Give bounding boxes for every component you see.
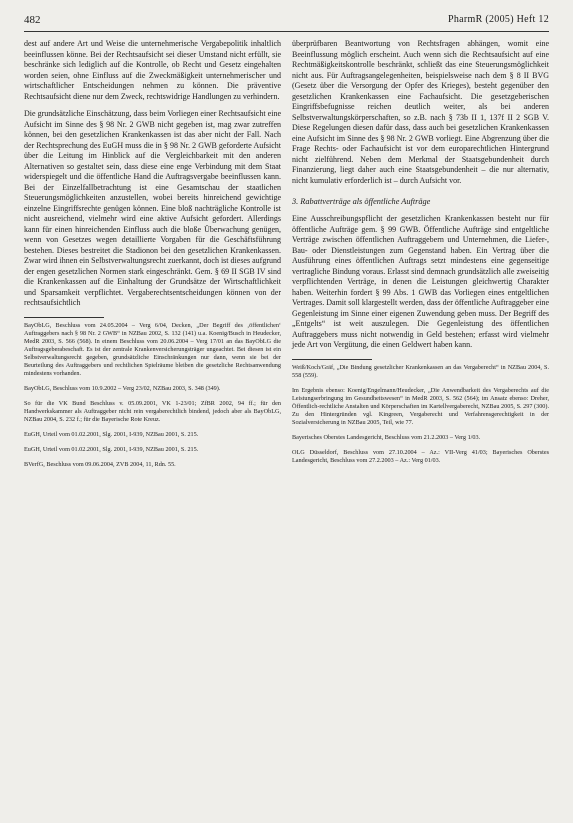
footnote: OLG Düsseldorf, Beschluss vom 27.10.2004 – Az.: VII-Verg 41/03; Bayerisches Oberstes Landesgericht, Beschluss vom 27.2.2003 – Az.: Verg 01/03. <box>292 448 549 464</box>
body-paragraph: Eine Ausschreibungspflicht der gesetzlichen Krankenkassen besteht nur für öffentliche Aufträge gem. § 99 GWB. Öffentliche Aufträge sind entgeltliche Verträge zwischen öffentlichen Auftraggebern und Unternehmen, die Liefer-, Bau- oder Dienstleistungen zum Gegenstand haben. Ein Vertrag über die Ausführung eines öffentlichen Auftrags setzt mindestens eine gegenseitige vertragliche Bindung voraus. Erlasst sind demnach grundsätzlich alle zweiseitig verpflichtenden Verträge, in denen die Leistungen gleichwertig Charakter haben. Weiterhin fordert § 99 Abs. 1 GWB das Vorliegen eines entgeltlichen Vertrages. Damit soll klargestellt werden, dass der öffentliche Auftraggeber eine Gegenleistung im Sinne einer eigenen Zuwendung geben muss. Der Begriff des „Entgelts“ ist weit auszulegen. Die Gegenleistung des öffentlichen Auftraggebers muss nicht notwendig in Geld bestehen; erfasst wird vielmehr jede Art von Vergütung, die einen Geldwert haben kann. <box>292 214 549 349</box>
footnote: BayObLG, Beschluss vom 10.9.2002 – Verg 23/02, NZBau 2003, S. 348 (349). <box>24 384 221 392</box>
footnote-rule <box>24 317 104 318</box>
page-number: 482 <box>24 14 41 26</box>
body-paragraph: Die grundsätzliche Einschätzung, dass beim Vorliegen einer Rechtsaufsicht eine Aufsicht im Sinne des § 98 Nr. 2 GWB nicht gegeben ist, mag zwar zutreffen können, bei den gesetzlichen Krankenkassen ist das aber nicht der Fall. Nach der Rechtsprechung des EuGH muss die in § 98 Nr. 2 GWB geforderte Aufsicht über die Leitung im Hinblick auf die Vergleichbarkeit mit den anderen Alternativen so gestaltet sein, dass diese eine enge Verbindung mit dem Staat widerspiegelt und die öffentliche Hand die Auftragsvergabe beeinflussen kann. Bei der Einzelfallbetrachtung ist eine Gesamtschau der staatlichen Steuerungsmöglichkeiten anzustellen, wobei bereits hinreichend gewichtige einzelne Eingriffsrechte genügen können. Eine bloß nachträgliche Kontrolle ist nicht ausreichend, vielmehr wird eine aktive Aufsicht gefordert. Allerdings kann für einen hinreichenden Einfluss auch die bloße Überwachung genügen, wenn von Gesetzes wegen detaillierte Vorgaben für die Geschäftsführung bestehen. Dieses bestreitet die Stadionon bei den gesetzlichen Krankenkassen. Zwar wird ihnen ein Selbstverwaltungsrecht zuerkannt, doch ist dieses aufgrund der engen gesetzlichen Normen stark eingeschränkt. Gem. § 69 II SGB IV sind die Krankenkassen auf die Einhaltung der Grundsätze der Wirtschaftlichkeit und Sparsamkeit verpflichtet. Vergaberechtsentscheidungen können von der rechtsaufsichtlich <box>24 109 281 307</box>
footnote: BayObLG, Beschluss vom 24.05.2004 – Verg 6/04, Decken, „Der Begriff des ‚öffentlichen‘ Auftraggebers nach § 98 Nr. 2 GWB“ in NZBau 2002, S. 132 (141) u.a. Koenig/Busch in Heudecker, MedR 2003, S. 566 (568). In einem Beschluss vom 20.06.2004 – Verg 17/01 an das BayObLG die Auftragsgeberabeschaft. Es ist der zentrale Krankenversicherungsträger ungeachtet. Bei diesen ist ein Selbstverwaltungsrecht gegeben, grundsätzliche Einschränkungen nur dann, wenn sie bei der Beurteilung des Auftraggebers und rechtlichen Spielräume bleiben die gesetzliche Rechtsanwendung mindestens vorhanden. <box>24 321 281 377</box>
journal-running-head: PharmR (2005) Heft 12 <box>447 14 549 25</box>
footnote-rule <box>292 359 372 360</box>
footnote: Weiß/Koch/Gräf, „Die Bindung gesetzlicher Krankenkassen an das Vergaberecht“ in NZBau 2004, S. 558 (559). <box>292 363 549 379</box>
footnote: BVerfG, Beschluss vom 09.06.2004, ZVB 2004, 11, Rdn. 55. <box>24 460 176 468</box>
header-rule <box>24 31 549 32</box>
footnote: Bayerisches Oberstes Landesgericht, Beschluss vom 21.2.2003 – Verg 1/03. <box>292 433 481 441</box>
body-paragraph: dest auf andere Art und Weise die unternehmerische Vergabepolitik inhaltlich beeinflussen könne. Bei der Rechtsaufsicht sei dieser Umstand nicht erfüllt, sie beschränke sich lediglich auf die Kontrolle, ob Recht und Gesetz eingehalten worden seien, ohne Einfluss auf die Zweckmäßigkeit unternehmerischer und wirtschaftlicher Entscheidungen nehmen zu können. Die präventive Rechtsaufsicht diene nur dem Zweck, rechtswidrige Handlungen zu verhindern. <box>24 39 281 101</box>
footnote: So für die VK Bund Beschluss v. 05.09.2001, VK 1-23/01; ZfBR 2002, 94 ff.; für den Handwerkskammer als Auftraggeber nicht rein vergaberechtlich bindend, jedoch aber als BayObLG, NZBau 2004, S. 232 f.; für die Bayerische Rote Kreuz. <box>24 399 281 423</box>
page-header <box>24 12 549 28</box>
footnote: EuGH, Urteil vom 01.02.2001, Slg. 2001, I-939, NZBau 2001, S. 215. <box>24 430 199 438</box>
section-heading: 3. Rabattverträge als öffentliche Aufträge <box>292 197 431 206</box>
body-paragraph: überprüfbaren Beantwortung von Rechtsfragen abhängen, womit eine Beeinflussung möglich erscheint. Auch wenn sich die Rechtsaufsicht auf eine Rechtmäßigkeitskontrolle beschränkt, schließt das eine Steuerungsmöglichkeit nicht aus. Für Auftragsangelegenheiten, beispielsweise nach dem § 8 II BVG (Gesetz über die Versorgung der Opfer des Krieges), besteht gegenüber den gesetzlichen Krankenkassen eine Fachaufsicht. Die gesetzgeberischen Eingriffsbefugnisse reichen deutlich weiter, als bei anderen Selbstverwaltungskörperschaften, so z.B. nach § 73b II 1, 137f II 2 SGB V. Diese Regelungen diesen dafür dass, dass auch bei gesetzlichen Krankenkassen eine Aufsicht im Sinne des § 98 Nr. 2 GWB vorliegt. Eine Abgrenzung über die Frage Rechts- oder Fachaufsicht ist vor dem europarechtlichen Hintergrund nicht zielführend. Neben dem Merkmal der Staatsgebundenheit durch Finanzierung, liegt daher auch eine Staatsgebundenheit – die nur alternativ, nicht kumulativ erforderlich ist – durch Aufsicht vor. <box>292 39 549 185</box>
right-column <box>292 39 549 472</box>
left-column <box>24 39 281 476</box>
footnote: Im Ergebnis ebenso: Koenig/Engelmann/Heudecker, „Die Anwendbarkeit des Vergaberechts auf die Leistungserbringung im Gesundheitswesen“ in MedR 2003, S. 562 (564); im Ansatz ebenso: Dreher, Öffentlich-rechtliche Anstalten und Körperschaften im Kartellvergaberecht, NZBau 2005, S. 297 (300). Zu den Hintergründen vgl. Kingreen, Vergaberecht und Verfahrensgerechtigkeit in der Sozialversicherung in NZBau 2005, Teil, wie 77. <box>292 386 549 426</box>
footnote: EuGH, Urteil vom 01.02.2001, Slg. 2001, I-939, NZBau 2001, S. 215. <box>24 445 199 453</box>
